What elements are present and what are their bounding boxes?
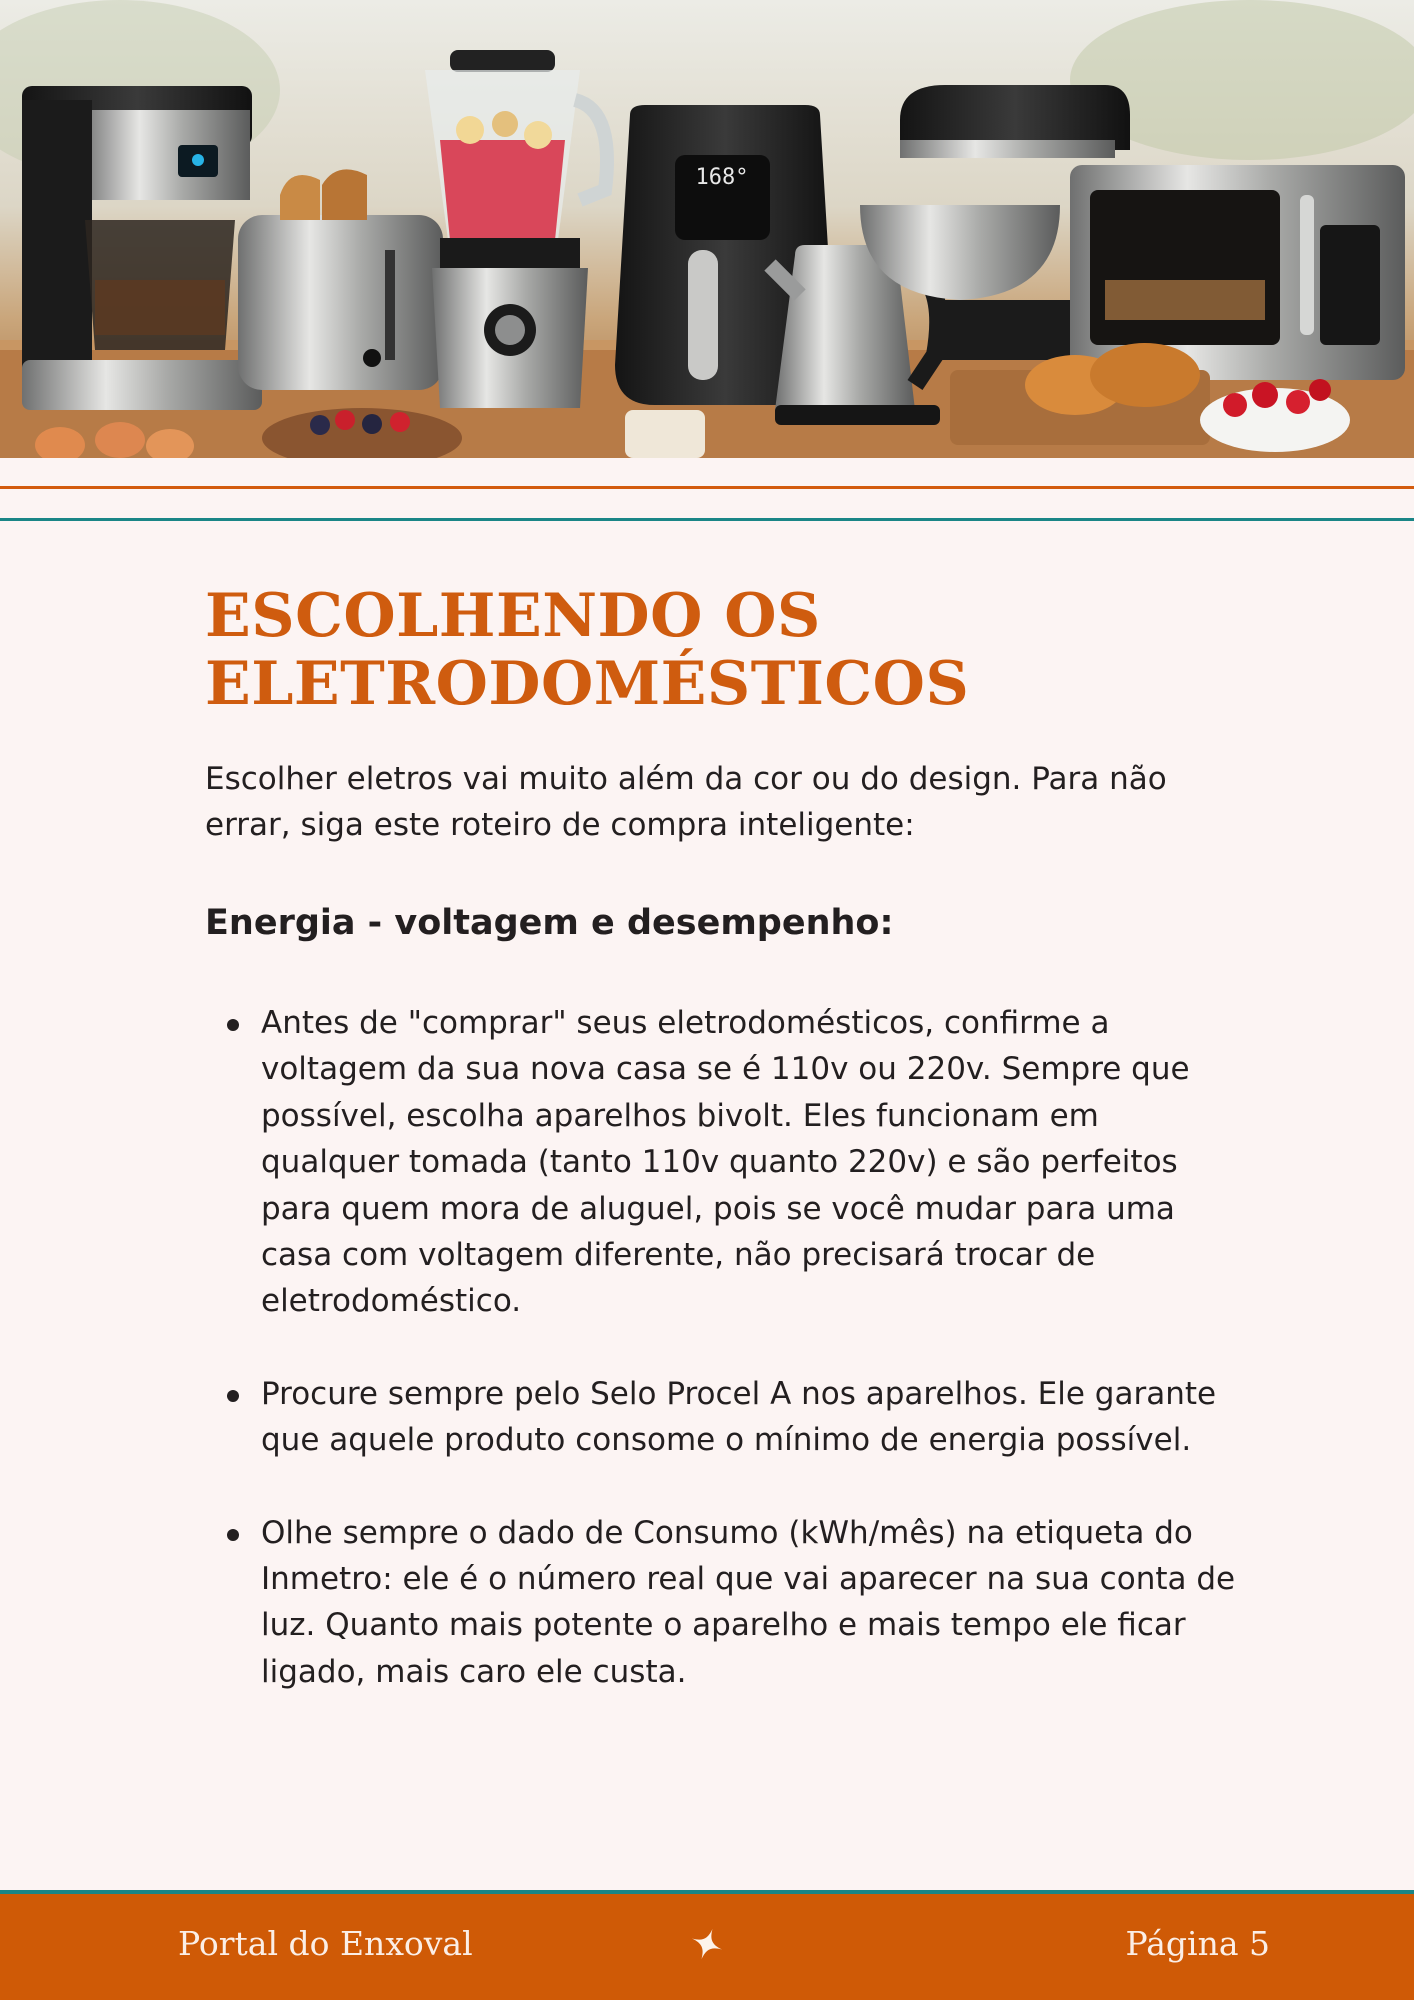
footer-page-number: Página 5 (1125, 1924, 1270, 1963)
list-item: Olhe sempre o dado de Consumo (kWh/mês) na etiqueta do Inmetro: ele é o número real que vai aparecer na sua conta de luz. Quanto mais potente o aparelho e mais tempo ele ficar ligado, mais caro ele custa. (205, 1510, 1245, 1696)
kitchen-appliances-photo (0, 0, 1414, 458)
teal-divider (0, 518, 1414, 521)
page-footer (0, 1890, 1414, 2000)
air-fryer-display: 168° (695, 165, 749, 190)
sparkle-star-icon (689, 1926, 725, 1962)
tips-list (205, 1000, 1245, 1695)
title-line-2: ELETRODOMÉSTICOS (205, 649, 970, 719)
orange-divider (0, 486, 1414, 489)
title-line-1: ESCOLHENDO OS (205, 581, 821, 651)
intro-paragraph: Escolher eletros vai muito além da cor ou do design. Para não errar, siga este roteiro de compra inteligente: (205, 761, 1167, 843)
footer-teal-line (0, 1890, 1414, 1894)
coffee-maker-illustration (22, 86, 262, 410)
section-heading: Energia - voltagem e desempenho: (205, 903, 894, 943)
list-item: Procure sempre pelo Selo Procel A nos aparelhos. Ele garante que aquele produto consome o mínimo de energia possível. (205, 1371, 1245, 1464)
list-item: Antes de "comprar" seus eletrodomésticos, confirme a voltagem da sua nova casa se é 110v ou 220v. Sempre que possível, escolha aparelhos bivolt. Eles funcionam em qualquer tomada (tanto 110v quanto 220v) e são perfeitos para quem mora de aluguel, pois se você mudar para uma casa com voltagem diferente, não precisará trocar de eletrodoméstico. (205, 1000, 1245, 1325)
article-body (205, 582, 1245, 1741)
footer-brand: Portal do Enxoval (178, 1924, 473, 1963)
page-title (205, 582, 1245, 718)
